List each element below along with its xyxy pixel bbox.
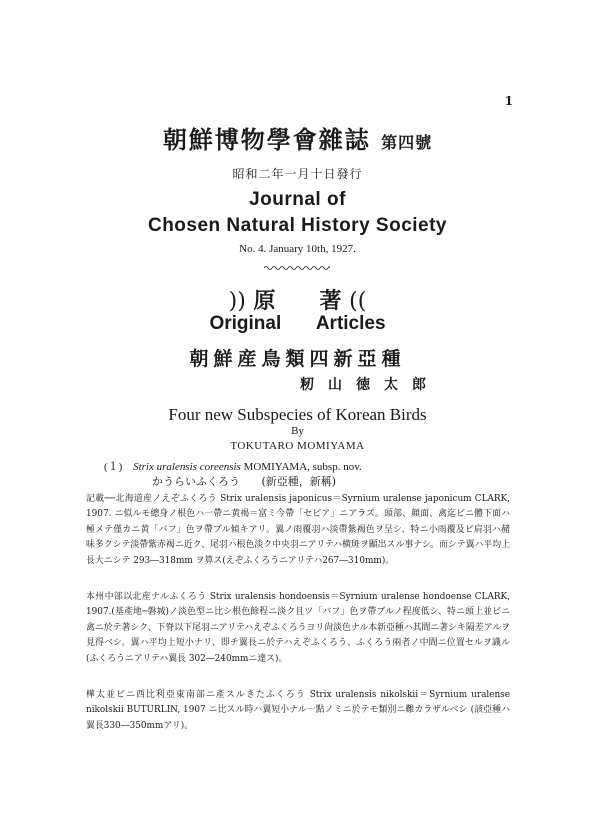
species-jp-name: かうらいふくろう <box>152 475 240 488</box>
article-author-jp: 籾山徳太郎 <box>300 377 440 393</box>
publication-date-jp: 昭和二年一月十日發行 <box>232 167 363 181</box>
section-heading-jp-text: 原 著 <box>253 288 342 314</box>
species-number: (１) <box>104 461 123 473</box>
journal-title-en-line2: Chosen Natural History Society <box>147 215 448 236</box>
article-by: By <box>291 425 304 437</box>
article-title-en: Four new Subspecies of Korean Birds <box>168 405 427 424</box>
article-author-en: TOKUTARO MOMIYAMA <box>230 440 365 452</box>
journal-issue-jp: 第四號 <box>381 133 433 152</box>
species-heading <box>104 458 362 474</box>
journal-title-en-line1: Journal of <box>249 189 346 210</box>
journal-title-jp <box>0 120 595 155</box>
species-note: (新亞種，新稱) <box>261 475 337 488</box>
species-jp-line <box>152 473 336 489</box>
section-deco-left: )) <box>228 289 246 314</box>
page-number: 1 <box>504 94 513 108</box>
section-heading-jp <box>0 284 595 315</box>
paragraph-comparison-hondo: 本州中部以北産ナルふくろう Strix uralensis hondoensis＝Syrnium uralense hondoense CLARK, 1907.(基產地─磐城)ノ淡色型ニ比シ根色餘程ニ淡ク且ツ「バフ」色ヲ帶ブルノ程度低シ、特ニ頭上並ビニ禽ニ於テ著シク、下脊以下尾羽ニアリテハえぞふくろうヨリ尙淡色ナル本新亞種ハ其間ニ著シキ隔差アルヲ見得ベシ。翼ハ平均上短小ナリ、即チ翼長ニ於テハえぞふくろう、ふくろう兩者ノ中間ニ位置セルヲ識ル (ふくろうニアリテハ翼長 302―240mmニ達ス)。 <box>86 592 510 664</box>
section-heading-en: Original Articles <box>209 313 386 334</box>
article-title-jp: 朝鮮産鳥類四新亞種 <box>189 348 406 370</box>
journal-issue-en: No. 4. January 10th, 1927. <box>239 243 356 255</box>
journal-title-jp-text: 朝鮮博物學會雜誌 <box>162 125 371 154</box>
paragraph-description: 記載──北海道産ノえぞふくろう Strix uralensis japonicus＝Syrnium uralense japonicum CLARK, 1907. ニ似ルモ總身ノ根色ハ一帶ニ黄褐＝富ミ今帶「セピア」ニアラズ。頭部、顔面、禽迄ビニ體下面ハ極メテ僅カニ黄「バフ」色ヲ帶ブル傾キアリ。翼ノ雨覆羽ハ淡帶紫褐色ヲ呈シ、特ニ小雨覆及ビ肩羽ハ赭味多クシテ淡帶紫赤褐ニ近ク、尾羽ハ根色淡ク中央羽ニアリテハ横斑ヲ顯出スル事ナシ。而シテ翼ハ平均上長大ニシテ 293―318mm ヲ算ス(えぞふくろうニアリテハ267―310mm)。 <box>86 494 510 566</box>
section-deco-right: (( <box>349 289 367 314</box>
species-scientific-name: Strix uralensis coreensis <box>133 461 241 473</box>
paragraph-comparison-nikolskii: 樺太並ビニ西比利亞東南部ニ產スルきたふくろう Strix uralensis nikolskii＝Syrnium uralense nikolskii BUTURLIN, 1907 ニ比スル時ハ翼短小ナル一點ノミニ於テモ類別ニ難カラザルベシ (該亞種ハ翼長330―350mmアリ)。 <box>86 690 510 731</box>
species-authority: MOMIYAMA, subsp. nov. <box>243 461 362 473</box>
wavy-divider <box>264 265 330 271</box>
